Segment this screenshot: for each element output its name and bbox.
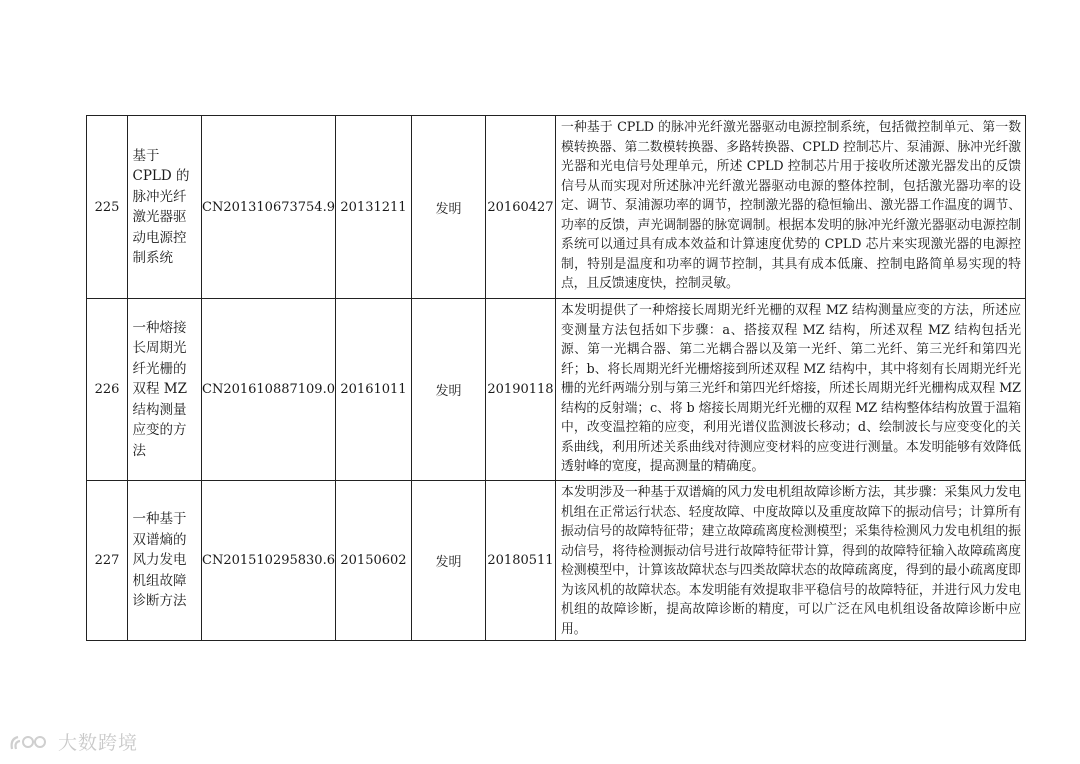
patent-table: [86, 115, 1026, 641]
patent-title: [128, 299, 202, 481]
application-date: 20150602: [335, 481, 411, 641]
patent-title-text: 一种熔接 长周期光 纤光栅的 双程 MZ 结构测量 应变的方 法: [132, 319, 187, 459]
row-number: 225: [87, 116, 128, 299]
table-row: [87, 481, 1026, 641]
patent-type: 发明: [411, 116, 485, 299]
patent-type: 发明: [411, 481, 485, 641]
patent-abstract: 本发明提供了一种熔接长周期光纤光栅的双程 MZ 结构测量应变的方法，所述应变测量方法包括如下步骤：a、搭接双程 MZ 结构，所述双程 MZ 结构包括光源、第一光耦合器、第二光耦合器以及第一光纤、第二光纤、第三光纤和第四光纤；b、将长周期光纤光栅熔接到所述双程 MZ 结构中，其中将刻有长周期光纤光栅的光纤两端分别与第三光纤和第四光纤熔接，所述长周期光纤光栅构成双程 MZ 结构的反射端；c、将 b 熔接长周期光纤光栅的双程 MZ 结构整体结构放置于温箱中，改变温控箱的应变，利用光谱仪监测波长移动；d、绘制波长与应变变化的关系曲线，利用所述关系曲线对待测应变材料的应变进行测量。本发明能够有效降低透射峰的宽度，提高测量的精确度。: [555, 299, 1025, 481]
publication-date: 20190118: [485, 299, 555, 481]
publication-date: 20160427: [485, 116, 555, 299]
table-row: [87, 299, 1026, 481]
patent-type: 发明: [411, 299, 485, 481]
patent-abstract: 本发明涉及一种基于双谱熵的风力发电机组故障诊断方法，其步骤：采集风力发电机组在正常运行状态、轻度故障、中度故障以及重度故障下的振动信号；计算所有振动信号的故障特征带；建立故障疏离度检测模型；采集待检测风力发电机组的振动信号，将待检测振动信号进行故障特征带计算，得到的故障特征输入故障疏离度检测模型中，计算该故障状态与四类故障状态的故障疏离度，得到的最小疏离度即为该风机的故障状态。本发明能有效提取非平稳信号的故障特征，并进行风力发电机组的故障诊断，提高故障诊断的精度，可以广泛在风电机组设备故障诊断中应用。: [555, 481, 1025, 641]
brand-logo-icon: [8, 731, 52, 753]
application-number: CN201510295830.6: [202, 481, 336, 641]
patent-title-text: 一种基于 双谱熵的 风力发电 机组故障 诊断方法: [132, 511, 187, 610]
application-number: CN201610887109.0: [202, 299, 336, 481]
application-number: CN201310673754.9: [202, 116, 336, 299]
table-row: [87, 116, 1026, 299]
patent-title-text: 基于 CPLD 的 脉冲光纤 激光器驱 动电源控 制系统: [132, 147, 190, 266]
row-number: 227: [87, 481, 128, 641]
patent-abstract: 一种基于 CPLD 的脉冲光纤激光器驱动电源控制系统，包括微控制单元、第一数模转换器、第二数模转换器、多路转换器、CPLD 控制芯片、泵浦源、脉冲光纤激光器和光电信号处理单元，所述 CPLD 控制芯片用于接收所述激光器发出的反馈信号从而实现对所述脉冲光纤激光器驱动电源的整体控制，包括激光器功率的设定、调节、泵浦源功率的调节，控制激光器的稳恒输出、激光器工作温度的调节、功率的反馈，声光调制器的脉宽调制。根据本发明的脉冲光纤激光器驱动电源控制系统可以通过具有成本效益和计算速度优势的 CPLD 芯片来实现激光器的电源控制，特别是温度和功率的调节控制，其具有成本低廉、控制电路简单易实现的特点，且反馈速度快，控制灵敏。: [555, 116, 1025, 299]
watermark-text: 大数跨境: [58, 732, 139, 754]
row-number: 226: [87, 299, 128, 481]
patent-title: [128, 116, 202, 299]
publication-date: 20180511: [485, 481, 555, 641]
watermark: [8, 728, 138, 755]
application-date: 20131211: [335, 116, 411, 299]
application-date: 20161011: [335, 299, 411, 481]
patent-title: [128, 481, 202, 641]
